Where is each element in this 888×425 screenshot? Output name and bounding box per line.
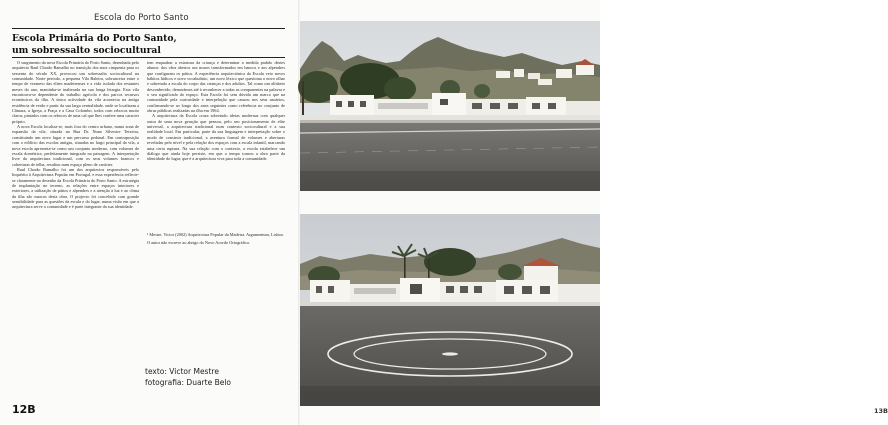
body-paragraph: A arquitectura da Escola cruza sobretudo ideias modernas com qualquer outra de uma nova geração que pensou, pelo seu posicionamento de elite universal, a arquitectura tradicional num contexto sociocultural e a sua realidade local. Em particular, parte da sua linguagem e interpretação sobre o modo de construir tradicional, a aventura formal de volumes e aberturas reveladas pelo nível e pela relação dos espaços com a escala infantil, marcando uma certa ruptura. Na sua relação com o contexto, a escola estabelece um diálogo que ainda hoje persiste, em que o tempo tornou a obra parte da identidade do lugar, que é a arquitectura viva para toda a comunidade. — [147, 113, 285, 162]
page-number-left: 12B — [12, 403, 36, 416]
body-paragraph: Raul Chorão Ramalho foi um dos arquitectos responsáveis pelo Inquérito à Arquitectura Popular em Portugal, e essa experiência reflecte-se claramente no desenho da Escola Primária do Porto Santo. A estratégia de implantação no terreno, as relações entre espaços interiores e exteriores, a utilização de pátios e alpendres e a atenção à luz e ao clima da ilha são marcas desta obra. O projecto foi concebido com grande sensibilidade para as questões da escala e do lugar, numa visão em que a arquitectura serve a comunidade e é parte integrante da sua identidade. — [12, 166, 139, 210]
orthography-note: O autor não escreve ao abrigo do Novo Acordo Ortográfico. — [147, 240, 251, 246]
headline-rule-bottom — [12, 57, 285, 58]
footnotes — [147, 232, 285, 246]
page-number-right: 13B — [874, 407, 888, 415]
photo-credit: fotografia: Duarte Belo — [145, 378, 232, 387]
body-column-2 — [147, 60, 285, 222]
school-courtyard-photo — [300, 214, 600, 406]
body-paragraph: A nova Escola localiza-se, mais fora do centro urbano, numa zona de expansão da vila, situada na Rua Dr. Nuno Silvestre Teixeira, constituindo um novo lugar e um percurso pedonal. Em contraposição com o edifício das escolas antigas, situadas no largo principal da vila, a nova escola apresenta-se como um conjunto moderno, com volumes de escala doméstica, perfeitamente integrado na paisagem. A interpretação livre da arquitectura tradicional, com os seus volumes brancos e coberturas de telha, resultou num espaço pleno de carácter. — [12, 124, 139, 167]
headline-rule-top — [12, 28, 285, 29]
school-with-mountains-photo — [300, 21, 600, 191]
body-paragraph: tem enquadrar a estrutura da criança e determinar a medida padrão destes alunos: dos vãos abertos aos muros transformados em bancos e aos alpendres que configuram os pátios. A experiência arquitectónica da Escola veio novos hábitos lúdicos e novo vocabulário, um novo léxico que questiona o novo olhar e sobretudo a escala do corpo das crianças e dos adultos. Tal como um alfabeto desconhecido, demorámos até à reconhecer a todas as componentes na palavra e o seu significado do espaço. Esta Escola foi sem dúvida um marco que na comunidade pela curiosidade e interpelação que causou nos seus usuários, confirmando-se ao longo dos anos seguintes como referência no conjunto de obras públicas realizadas na ilha em 1964. — [147, 60, 285, 114]
left-page — [0, 0, 300, 425]
article-headline — [12, 33, 282, 56]
body-paragraph: O surgimento da nova Escola Primária do Porto Santo, desenhada pelo arquitecto Raul Chorão Ramalho no transição dos anos cinquenta para os sessenta do século XX, provocou um sobressalto sociocultural na comunidade. Norte período, a pequena Vila Baleira, sobranceira entre o tempo de veraneio das elites madeirenses e a vida isolada dos restantes meses do ano, mantinha-se inalterada na sua longa letargia. Esta vila encontrava-se dependente do trabalho agrícola e dos parcos recursos económicos da ilha. A única actividade da vila acontecia na antiga residência de verão e partir da sua larga centralidade, onde se localizam a Câmara, a Igreja, a Praça e a Casa Colombo, todos com rebocos muito claros, pintados com os rebocos de uma cal que lhes confere uma caracter próprio. — [12, 60, 139, 124]
text-credit: texto: Victor Mestre — [145, 367, 219, 376]
section-title: Escola do Porto Santo — [94, 13, 189, 23]
headline-line-2: um sobressalto sociocultural — [12, 44, 161, 56]
body-column-1 — [12, 60, 139, 356]
footnote-reference: ¹ Mestre, Victor (2002) Arquitectura Popular da Madeira. Argumentum, Lisboa. — [147, 232, 284, 237]
headline-line-1: Escola Primária do Porto Santo, — [12, 33, 177, 44]
